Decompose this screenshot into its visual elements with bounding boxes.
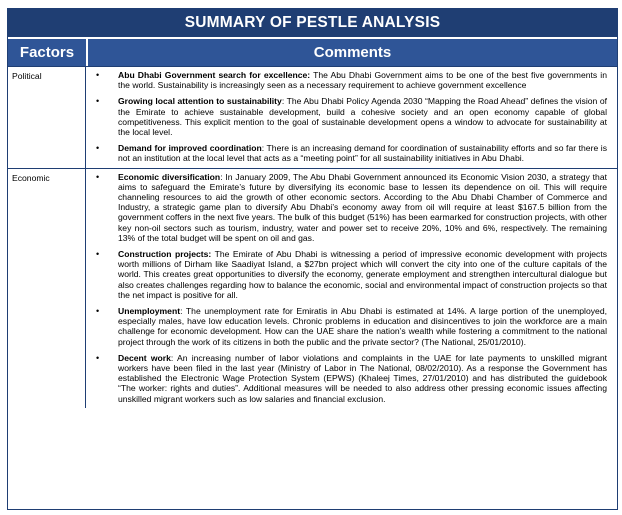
table-row-economic [8,169,617,408]
comment-text [118,96,607,137]
comments-cell [86,169,617,408]
bullet-icon: • [96,96,100,107]
comment-body: : There is an increasing demand for coordination of sustainability efforts and so far there is not an institution at the local level that acts as a “meeting point” for all sustainability initiatives in Abu Dhabi. [118,143,607,164]
comment-body: : The Abu Dhabi Policy Agenda 2030 “Mapping the Road Ahead” defines the vision of the Emirate to achieve sustainable development, build a cohesive society and an open economy capable of global competitiveness. This explicit mention to the goal of sustainable development opens a window to advocate for sustainability at the local level. [118,96,607,138]
bullet-icon: • [96,171,100,182]
comment-body: The Emirate of Abu Dhabi is witnessing a period of impressive economic development with projects worth millions of Dirham like Saadiyat Island, a $27bn project which will convert the city into one of the culture capitals of the world. This creates great opportunities to diversify the economy, generate employment and strengthen intercultural dialogue but also creates challenges regarding how to balance the economic, social and environmental impact of construction projects so that the net impact is positive for all. [118,249,607,300]
bullet-icon: • [96,143,100,154]
bullet-icon: • [96,70,100,80]
table-header [8,39,617,67]
comments-cell [86,67,617,168]
comment-text [118,353,607,404]
comment-text [118,172,607,243]
comment-body: : In January 2009, The Abu Dhabi Government announced its Economic Vision 2030, a strategy that aims to safeguard the Emirate’s future by diversifying its economic base to lessen its dependence on oil. This will require channeling resources to aid the growth of other economic sectors. According to the Abu Dhabi Chamber of Commerce and Industry, a strategic game plan to diversify Abu Dhabi’s economy away from oil will require at least $167.5 billion from the government coffers in the next five years. The bulk of this budget (51%) has been earmarked for construction projects, with other key non-oil sectors such as tourism, industry, water and power set to receive 20%, 10% and 6%, respectively. The remaining 13% of the total budget will be spent on oil and gas. [118,171,607,243]
comment-heading: Economic diversification [118,171,221,182]
comment-item [90,172,607,243]
comment-item [90,96,607,137]
comment-heading: Abu Dhabi Government search for excellence: [118,70,311,80]
comment-text [118,249,607,300]
comment-text [118,70,607,90]
bullet-icon: • [96,352,100,363]
factors-header: Factors [8,39,88,66]
comment-heading: Demand for improved coordination [118,143,262,154]
comment-body: : The unemployment rate for Emiratis in Abu Dhabi is estimated at 14%. A large portion of the unemployed, especially males, have low education levels. Chronic problems in education and disincentives to join the workforce are a main challenge for economic development. How can the UAE share the nation’s wealth while fostering a commitment to the national project through the work of its citizens in both the public and the private sector? (The National, 25/01/2010). [118,306,607,347]
comment-text [118,143,607,163]
table-title: SUMMARY OF PESTLE ANALYSIS [8,9,617,39]
comment-item [90,143,607,163]
pestle-summary-table [7,8,618,510]
comment-heading: Construction projects: [118,249,212,260]
comment-body: : An increasing number of labor violations and complaints in the UAE for late payments to unskilled migrant workers have been filed in the last year (Ministry of Labor in The National, 08/02/2010). As a response the Government has established the Electronic Wage Protection System (EPWS) (Khaleej Times, 27/01/2010) and has distributed the guidebook “The worker: rights and duties”. Additional measures will be needed to also address other pressing economic issues affecting unskilled migrant workers such as low salaries and financial exclusion. [118,352,607,404]
comment-item [90,249,607,300]
comment-item [90,306,607,347]
comment-item [90,353,607,404]
comment-heading: Decent work [118,352,171,363]
factor-label: Economic [8,169,86,408]
comment-item [90,70,607,90]
comment-body: The Abu Dhabi Government aims to be one of the best five governments in the world. Sustainability is increasingly seen as a necessary requirement to achieve government excellence [118,70,607,91]
table-row-political [8,67,617,169]
bullet-icon: • [96,306,100,317]
comment-heading: Unemployment [118,306,181,317]
comments-header: Comments [313,44,392,61]
comment-text [118,306,607,347]
bullet-icon: • [96,249,100,260]
factor-label: Political [8,67,86,168]
comment-heading: Growing local attention to sustainability [118,96,282,107]
